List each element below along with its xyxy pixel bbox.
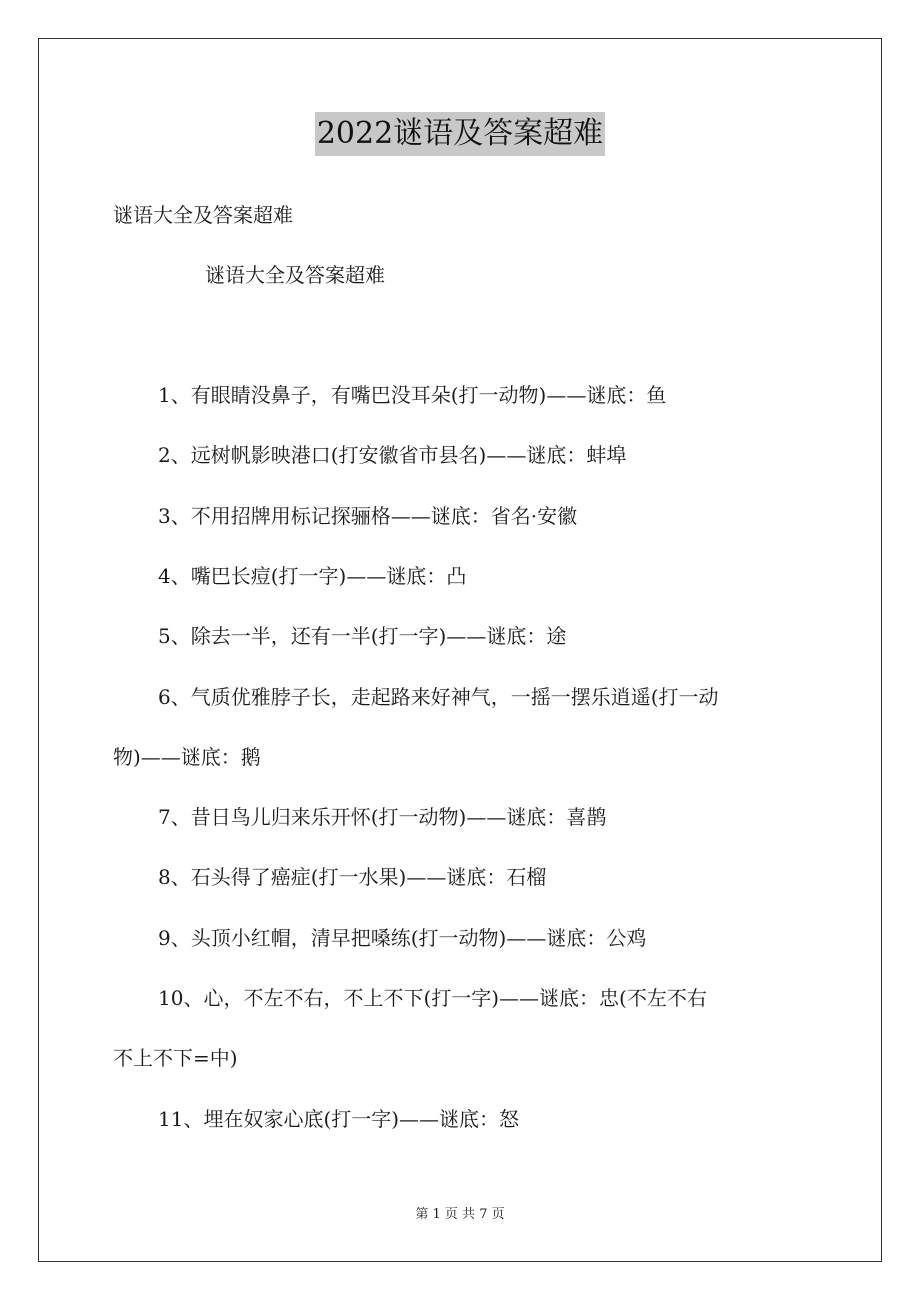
riddle-item-5: 5、除去一半，还有一半(打一字)——谜底：途 — [158, 624, 567, 648]
riddle-item-6: 6、气质优雅脖子长，走起路来好神气，一摇一摆乐逍遥(打一动 — [158, 685, 719, 709]
riddle-item-11: 11、埋在奴家心底(打一字)——谜底：怒 — [158, 1107, 520, 1131]
riddle-item-7: 7、昔日鸟儿归来乐开怀(打一动物)——谜底：喜鹊 — [158, 805, 607, 829]
riddle-item-10: 10、心，不左不右，不上不下(打一字)——谜底：忠(不左不右 — [158, 986, 707, 1010]
riddle-item-6-continued: 物)——谜底：鹅 — [113, 745, 261, 769]
page-footer: 第 1 页 共 7 页 — [415, 1207, 505, 1222]
riddle-item-9: 9、头顶小红帽，清早把嗓练(打一动物)——谜底：公鸡 — [158, 926, 647, 950]
subtitle: 谜语大全及答案超难 — [113, 203, 293, 227]
document-title: 2022谜语及答案超难 — [315, 112, 605, 156]
riddle-item-10-continued: 不上不下=中) — [113, 1046, 238, 1070]
riddle-item-1: 1、有眼睛没鼻子，有嘴巴没耳朵(打一动物)——谜底：鱼 — [158, 383, 667, 407]
title-container — [0, 112, 920, 156]
subtitle-indented: 谜语大全及答案超难 — [205, 263, 385, 287]
riddle-item-3: 3、不用招牌用标记探骊格——谜底：省名·安徽 — [158, 504, 578, 528]
riddle-item-4: 4、嘴巴长痘(打一字)——谜底：凸 — [158, 564, 467, 588]
riddle-item-8: 8、石头得了癌症(打一水果)——谜底：石榴 — [158, 865, 547, 889]
riddle-item-2: 2、远树帆影映港口(打安徽省市县名)——谜底：蚌埠 — [158, 443, 627, 467]
